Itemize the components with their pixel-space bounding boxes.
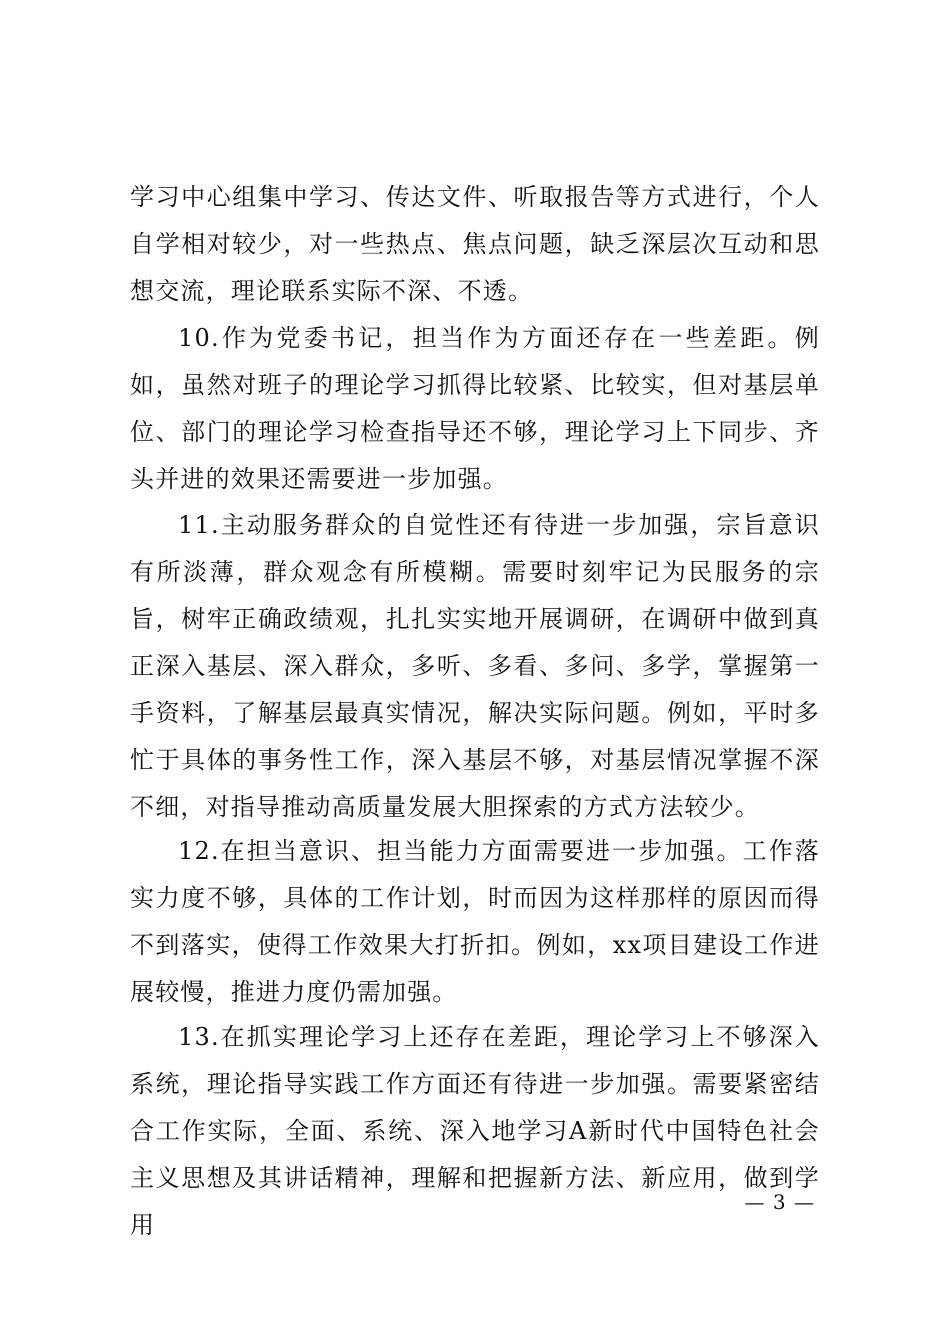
paragraph-item-12: 12.在担当意识、担当能力方面需要进一步加强。工作落实力度不够，具体的工作计划，时而因为这样那样的原因而得不到落实，使得工作效果大打折扣。例如，xx项目建设工作进展较慢，推进力度仍需加强。 bbox=[130, 837, 820, 1006]
page-number: — 3 — bbox=[744, 1190, 815, 1214]
paragraph-item-13: 13.在抓实理论学习上还存在差距，理论学习上不够深入系统，理论指导实践工作方面还有待进一步加强。需要紧密结合工作实际，全面、系统、深入地学习A新时代中国特色社会主义思想及其讲话精神，理解和把握新方法、新应用，做到学用 bbox=[130, 1023, 820, 1239]
paragraph-continued: 学习中心组集中学习、传达文件、听取报告等方式进行，个人自学相对较少，对一些热点、焦点问题，缺乏深层次互动和思想交流，理论联系实际不深、不透。 bbox=[130, 183, 820, 305]
paragraph-item-10: 10.作为党委书记，担当作为方面还存在一些差距。例如，虽然对班子的理论学习抓得比较紧、比较实，但对基层单位、部门的理论学习检查指导还不够，理论学习上下同步、齐头并进的效果还需要进一步加强。 bbox=[130, 324, 820, 493]
paragraph-item-11: 11.主动服务群众的自觉性还有待进一步加强，宗旨意识有所淡薄，群众观念有所模糊。需要时刻牢记为民服务的宗旨，树牢正确政绩观，扎扎实实地开展调研，在调研中做到真正深入基层、深入群众，多听、多看、多问、多学，掌握第一手资料，了解基层最真实情况，解决实际问题。例如，平时多忙于具体的事务性工作，深入基层不够，对基层情况掌握不深不细，对指导推动高质量发展大胆探索的方式方法较少。 bbox=[130, 511, 820, 821]
